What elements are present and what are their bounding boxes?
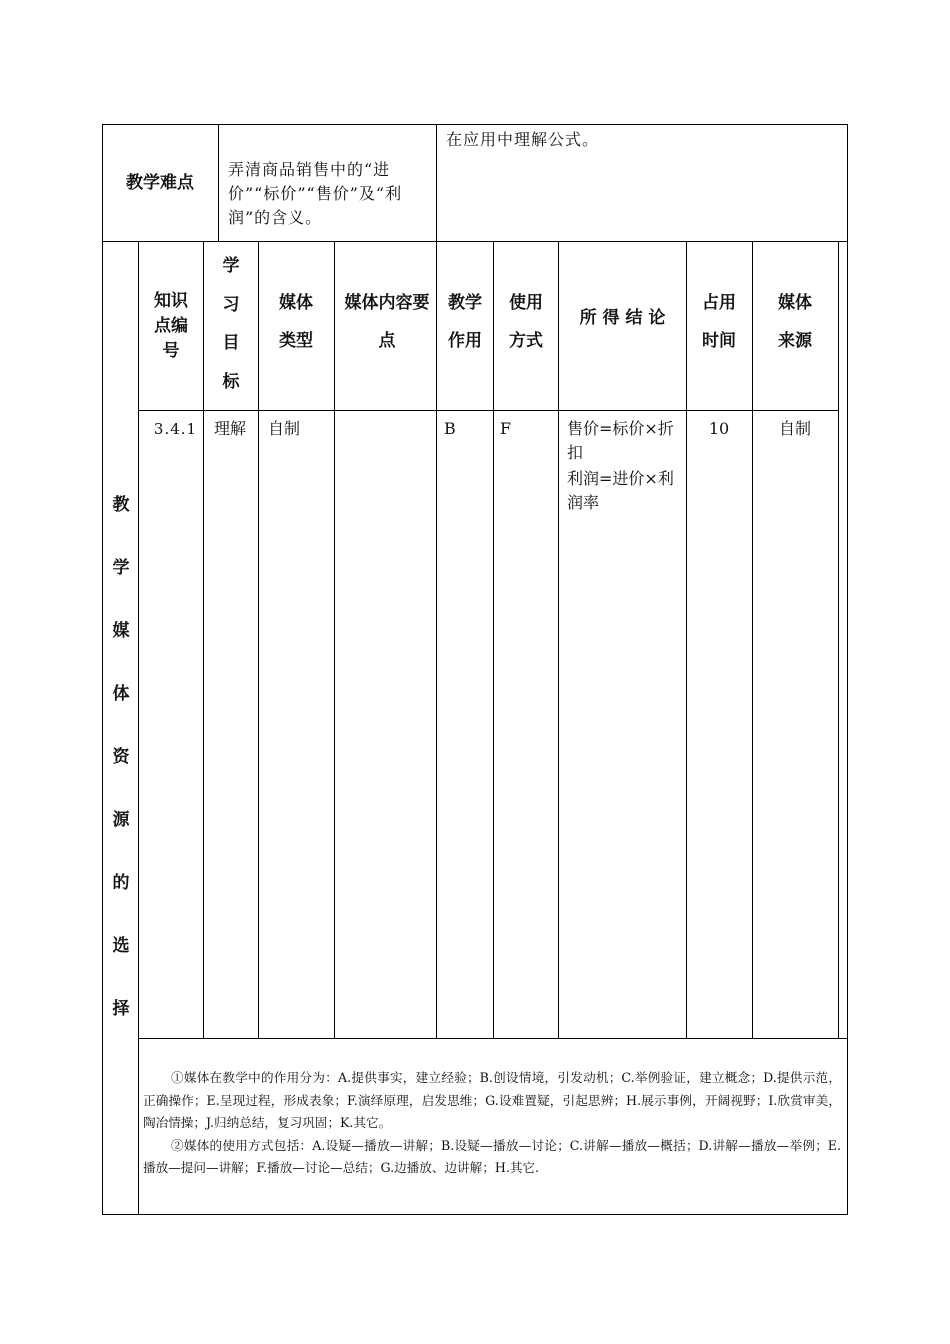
cell-time: 10 [708,419,730,438]
cell-source: 自制 [778,419,811,438]
section-label-char: 择 [112,999,130,1019]
divider [258,241,259,1039]
divider [436,241,437,1039]
difficulty-label: 教学难点 [126,173,194,193]
section-label-char: 源 [112,810,130,830]
section-label-vertical [103,495,139,1062]
divider [334,241,335,1039]
section-label-char: 媒 [112,621,130,641]
header-teaching-role: 教学作用 [448,293,482,351]
difficulty-description: 弄清商品销售中的“进价”“标价”“售价”及“利润”的含义。 [228,160,403,227]
cell-code: 3.4.1 [153,420,198,438]
notes-roles: ①媒体在教学中的作用分为：A.提供事实，建立经验；B.创设情境，引发动机；C.举例验证，建立概念；D.提供示范，正确操作；E.呈现过程，形成表象；F.演绎原理，启发思维；G.设难置疑，引起思辨；H.展示事例，开阔视野；I.欣赏审美，陶冶情操；J.归纳总结，复习巩固；K.其它。 [143,1070,841,1130]
difficulty-note: 在应用中理解公式。 [446,130,600,149]
section-label-char: 选 [112,936,130,956]
table-border-right [847,124,848,1215]
header-knowledge-code: 知识点编号 [154,291,188,361]
cell-goal: 理解 [214,419,247,438]
header-time: 占用时间 [702,293,736,351]
cell-role: B [444,419,456,438]
divider [203,241,204,1039]
header-media-type: 媒体类型 [279,293,313,351]
notes-block [143,1067,841,1180]
header-conclusion: 所 得 结 论 [579,308,666,328]
section-label-char: 体 [112,684,130,704]
section-label-char: 学 [112,558,130,578]
divider [218,124,219,242]
table-border-top [102,124,848,125]
header-usage-method: 使用方式 [509,293,543,351]
divider [752,241,753,1039]
divider [436,124,437,242]
notes-methods: ②媒体的使用方式包括：A.设疑—播放—讲解；B.设疑—播放—讨论；C.讲解—播放—概括；D.讲解—播放—举例；E.播放—提问—讲解；F.播放—讨论—总结；G.边播放、边讲解；H.其它. [143,1137,841,1175]
header-media-source: 媒体来源 [778,293,812,351]
section-label-char: 的 [112,873,130,893]
header-learning-goal: 学习目标 [222,256,240,392]
header-media-content: 媒体内容要点 [344,293,430,351]
divider [102,241,848,242]
divider [838,241,839,1039]
section-label-char: 教 [112,495,130,515]
cell-method: F [500,419,512,438]
section-label-char: 资 [112,747,130,767]
cell-conclusion-2: 利润=进价×利润率 [567,469,674,512]
table-border-bottom [102,1214,848,1215]
cell-conclusion-1: 售价=标价×折扣 [567,419,674,462]
divider [558,241,559,1039]
cell-media-type: 自制 [268,419,301,438]
divider [138,410,839,411]
divider [686,241,687,1039]
divider [493,241,494,1039]
